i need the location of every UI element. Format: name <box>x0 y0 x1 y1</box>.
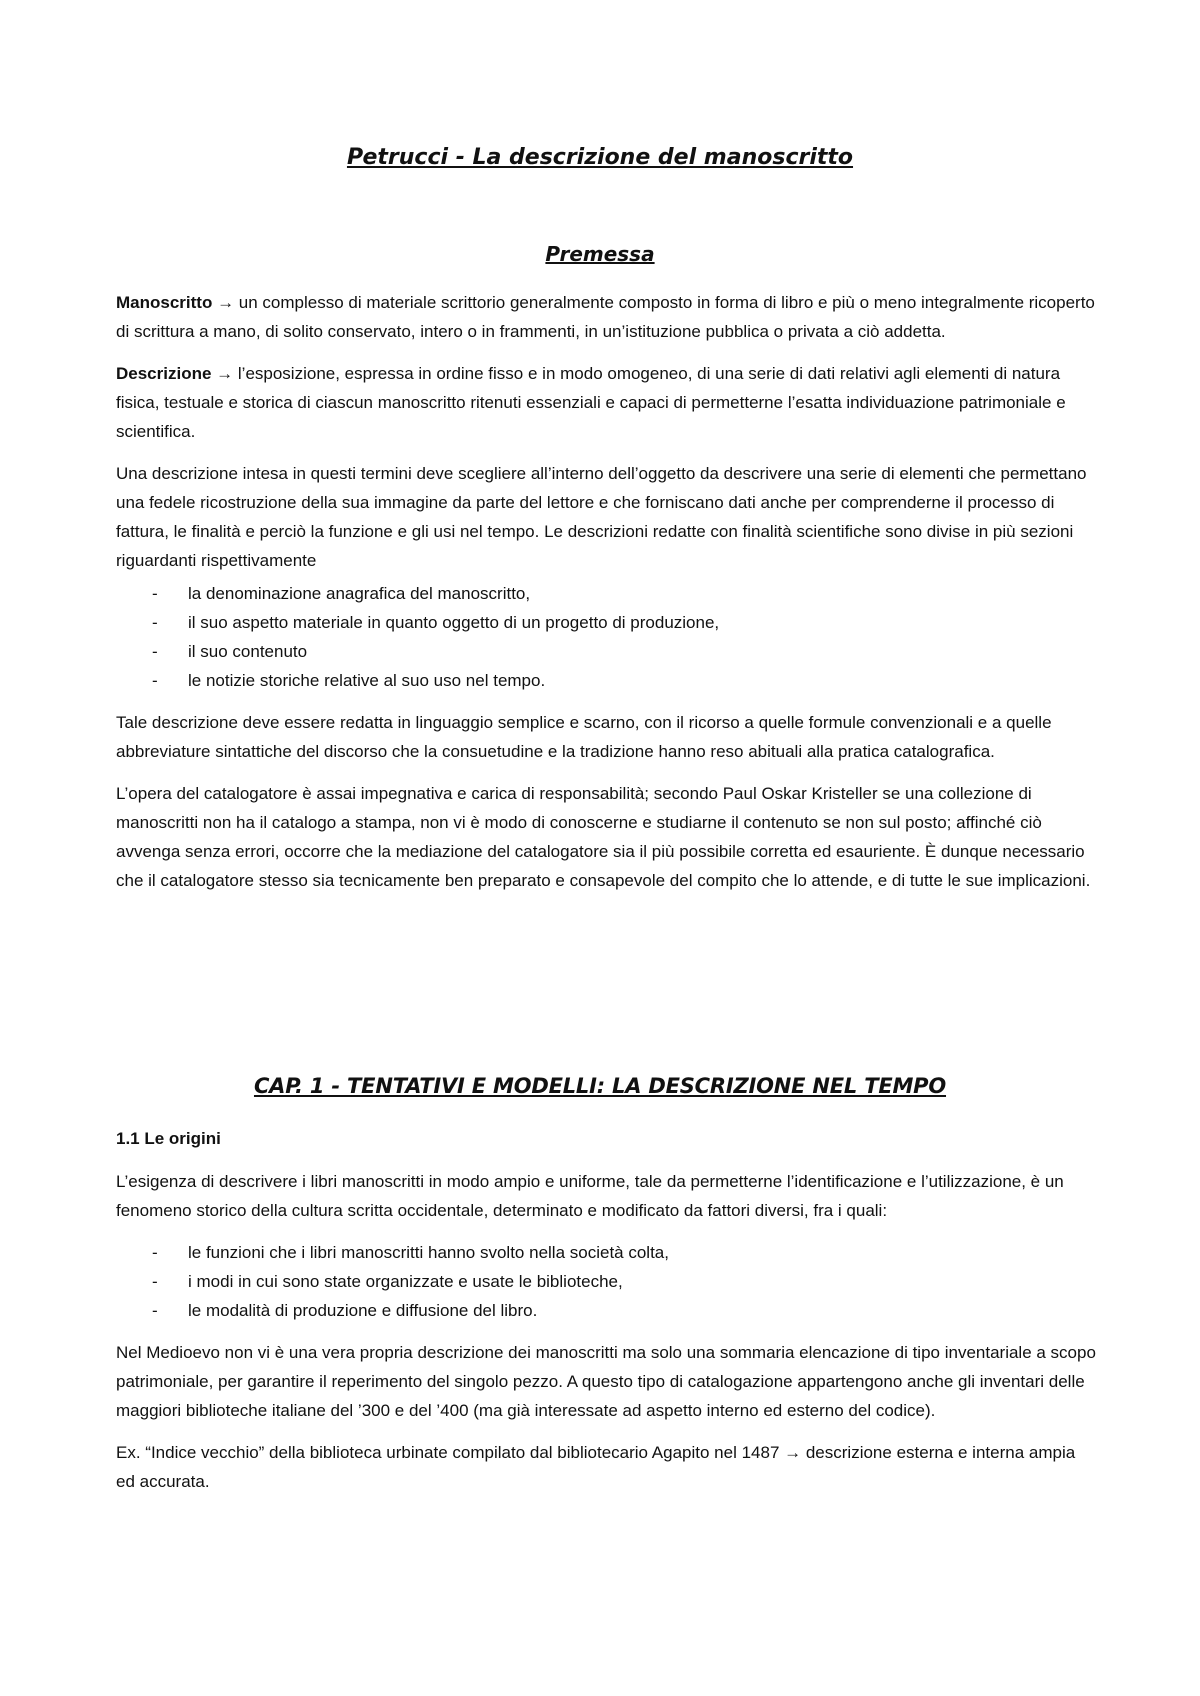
section-list <box>116 579 1096 695</box>
subsection-heading: 1.1 Le origini <box>116 1129 221 1148</box>
definition-text: un complesso di materiale scrittorio generalmente composto in forma di libro e più o meno integralmente ricoperto di scrittura a mano, di solito conservato, intero o in frammenti, in un’istituzione pubblica o privata a ciò addetta. <box>116 293 1095 341</box>
section-title: Premessa <box>545 242 655 266</box>
list-item: - i modi in cui sono state organizzate e usate le biblioteche, <box>116 1267 1096 1296</box>
definition-term: Descrizione <box>116 364 212 383</box>
list-item: - la denominazione anagrafica del manoscritto, <box>116 579 1096 608</box>
paragraph: Ex. “Indice vecchio” della biblioteca urbinate compilato dal bibliotecario Agapito nel 1487 → descrizione esterna e interna ampia ed accurata. <box>116 1443 1076 1491</box>
arrow-icon: → <box>211 364 238 383</box>
definition-text: l’esposizione, espressa in ordine fisso e in modo omogeneo, di una serie di dati relativi agli elementi di natura fisica, testuale e storica di ciascun manoscritto ritenuti essenziali e capaci di permetterne l’esatta individuazione patrimoniale e scientifica. <box>116 364 1066 441</box>
paragraph: L’esigenza di descrivere i libri manoscritti in modo ampio e uniforme, tale da permetterne l’identificazione e l’utilizzazione, è un fenomeno storico della cultura scritta occidentale, determinato e modificato da fattori diversi, fra i quali: <box>116 1172 1064 1220</box>
paragraph: Una descrizione intesa in questi termini deve scegliere all’interno dell’oggetto da descrivere una serie di elementi che permettano una fedele ricostruzione della sua immagine da parte del lettore e che forniscano dati anche per comprenderne il processo di fattura, le finalità e perciò la funzione e gli usi nel tempo. Le descrizioni redatte con finalità scientifiche sono divise in più sezioni riguardanti rispettivamente <box>116 464 1087 570</box>
list-item: - le funzioni che i libri manoscritti hanno svolto nella società colta, <box>116 1238 1096 1267</box>
definition-term: Manoscritto <box>116 293 213 312</box>
definition-descrizione <box>116 359 1096 446</box>
arrow-icon: → <box>212 293 239 312</box>
premessa-block <box>116 288 1096 895</box>
list-item: - il suo aspetto materiale in quanto oggetto di un progetto di produzione, <box>116 608 1096 637</box>
definition-manoscritto <box>116 288 1096 346</box>
list-item: - le modalità di produzione e diffusione del libro. <box>116 1296 1096 1325</box>
document-title: Petrucci - La descrizione del manoscritto <box>346 145 854 170</box>
chapter-block <box>116 1124 1096 1496</box>
paragraph: Nel Medioevo non vi è una vera propria descrizione dei manoscritti ma solo una sommaria elencazione di tipo inventariale a scopo patrimoniale, per garantire il reperimento del singolo pezzo. A questo tipo di catalogazione appartengono anche gli inventari delle maggiori biblioteche italiane del ’300 e del ’400 (ma già interessate ad aspetto interno ed esterno del codice). <box>116 1343 1096 1420</box>
chapter-title: CAP. 1 - TENTATIVI E MODELLI: LA DESCRIZIONE NEL TEMPO <box>253 1074 947 1098</box>
list-item: - il suo contenuto <box>116 637 1096 666</box>
paragraph: Tale descrizione deve essere redatta in linguaggio semplice e scarno, con il ricorso a quelle formule convenzionali e a quelle abbreviature sintattiche del discorso che la consuetudine e la tradizione hanno reso abituali alla pratica catalografica. <box>116 713 1052 761</box>
list-item: - le notizie storiche relative al suo uso nel tempo. <box>116 666 1096 695</box>
factor-list <box>116 1238 1096 1325</box>
paragraph: L’opera del catalogatore è assai impegnativa e carica di responsabilità; secondo Paul Oskar Kristeller se una collezione di manoscritti non ha il catalogo a stampa, non vi è modo di conoscerne e studiarne il contenuto se non sul posto; affinché ciò avvenga senza errori, occorre che la mediazione del catalogatore sia il più possibile corretta ed esauriente. È dunque necessario che il catalogatore stesso sia tecnicamente ben preparato e consapevole del compito che lo attende, e di tutte le sue implicazioni. <box>116 784 1091 890</box>
